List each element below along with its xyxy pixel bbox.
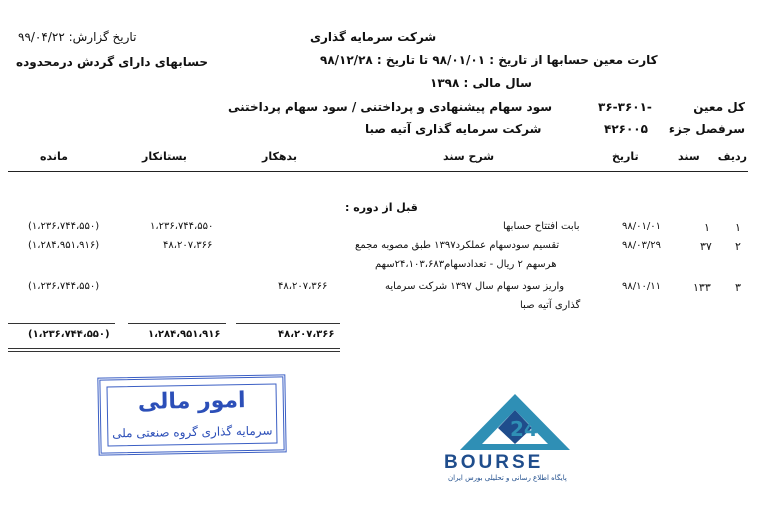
row-number: ۳ (735, 281, 741, 294)
ledger-code: ۳۶-۳۶۰۱- (598, 100, 652, 114)
fiscal-year: سال مالی : ۱۳۹۸ (430, 76, 532, 90)
total-rule-credit (128, 323, 226, 324)
balance-value: (۱،۲۸۴،۹۵۱،۹۱۶) (28, 240, 100, 251)
doc-number: ۱ (704, 221, 710, 234)
stamp-subtitle: سرمایه گذاری گروه صنعتی ملی (111, 423, 273, 441)
col-debit: بدهکار (262, 150, 297, 163)
logo-tagline: پایگاه اطلاع رسانی و تحلیلی بورس ایران (448, 474, 567, 482)
doc-date: ۹۸/۱۰/۱۱ (622, 281, 661, 292)
doc-description: بابت افتتاح حسابها (503, 221, 580, 232)
report-date: تاریخ گزارش: ۹۹/۰۴/۲۲ (18, 30, 137, 44)
subsidiary-description: شرکت سرمایه گذاری آتیه صبا (365, 122, 542, 136)
company-title: شرکت سرمایه گذاری (310, 30, 437, 44)
row-number: ۱ (735, 221, 741, 234)
credit-value: ۴۸،۲۰۷،۳۶۶ (163, 240, 213, 251)
total-balance: (۱،۲۳۶،۷۴۴،۵۵۰) (28, 329, 110, 340)
balance-value: (۱،۲۳۶،۷۴۴،۵۵۰) (28, 281, 100, 292)
subsidiary-code: ۴۲۶۰۰۵ (604, 122, 648, 136)
total-debit: ۴۸،۲۰۷،۳۶۶ (278, 329, 335, 340)
row-number: ۲ (735, 240, 741, 253)
doc-date: ۹۸/۰۱/۰۱ (622, 221, 661, 232)
section-label: قبل از دوره : (345, 201, 418, 214)
col-doc: سند (678, 150, 700, 163)
doc-date: ۹۸/۰۳/۲۹ (622, 240, 661, 251)
bourse-logo (440, 392, 590, 487)
col-date: تاریخ (612, 150, 639, 163)
col-description: شرح سند (443, 150, 495, 163)
svg-text:24: 24 (510, 417, 538, 441)
col-credit: بستانکار (142, 150, 187, 163)
bourse-logo-icon (440, 392, 590, 454)
logo-brand: BOURSE (444, 452, 544, 473)
total-double-rule-2 (8, 351, 340, 352)
finance-stamp (97, 374, 286, 455)
stamp-title: امور مالی (137, 388, 246, 415)
ledger-description: سود سهام پیشنهادی و پرداختنی / سود سهام پرداختنی (228, 100, 553, 114)
card-title: کارت معین حسابها از تاریخ : ۹۸/۰۱/۰۱ تا تاریخ : ۹۸/۱۲/۲۸ (320, 53, 658, 67)
header-rule (8, 171, 748, 172)
account-type: حسابهای دارای گردش درمحدوده (16, 55, 209, 69)
doc-description-cont: هرسهم ۲ ریال - تعدادسهام۲۴،۱۰۳،۶۸۳سهم (375, 259, 557, 270)
total-double-rule (8, 348, 340, 349)
credit-value: ۱،۲۳۶،۷۴۴،۵۵۰ (150, 221, 214, 232)
total-credit: ۱،۲۸۴،۹۵۱،۹۱۶ (148, 329, 221, 340)
col-row: ردیف (717, 150, 747, 163)
doc-description: واریز سود سهام سال ۱۳۹۷ شرکت سرمایه (385, 281, 565, 292)
doc-number: ۱۳۳ (693, 281, 711, 294)
col-balance: مانده (40, 150, 68, 163)
subsidiary-label: سرفصل جزء (668, 122, 745, 136)
doc-description: تقسیم سودسهام عملکرد۱۳۹۷ طبق مصوبه مجمع (355, 240, 560, 251)
balance-value: (۱،۲۳۶،۷۴۴،۵۵۰) (28, 221, 100, 232)
doc-description-cont: گذاری آتیه صبا (520, 300, 581, 311)
ledger-label: کل معین (693, 100, 745, 114)
doc-number: ۳۷ (700, 240, 712, 253)
debit-value: ۴۸،۲۰۷،۳۶۶ (278, 281, 328, 292)
total-rule-balance (8, 323, 115, 324)
total-rule-debit (236, 323, 340, 324)
